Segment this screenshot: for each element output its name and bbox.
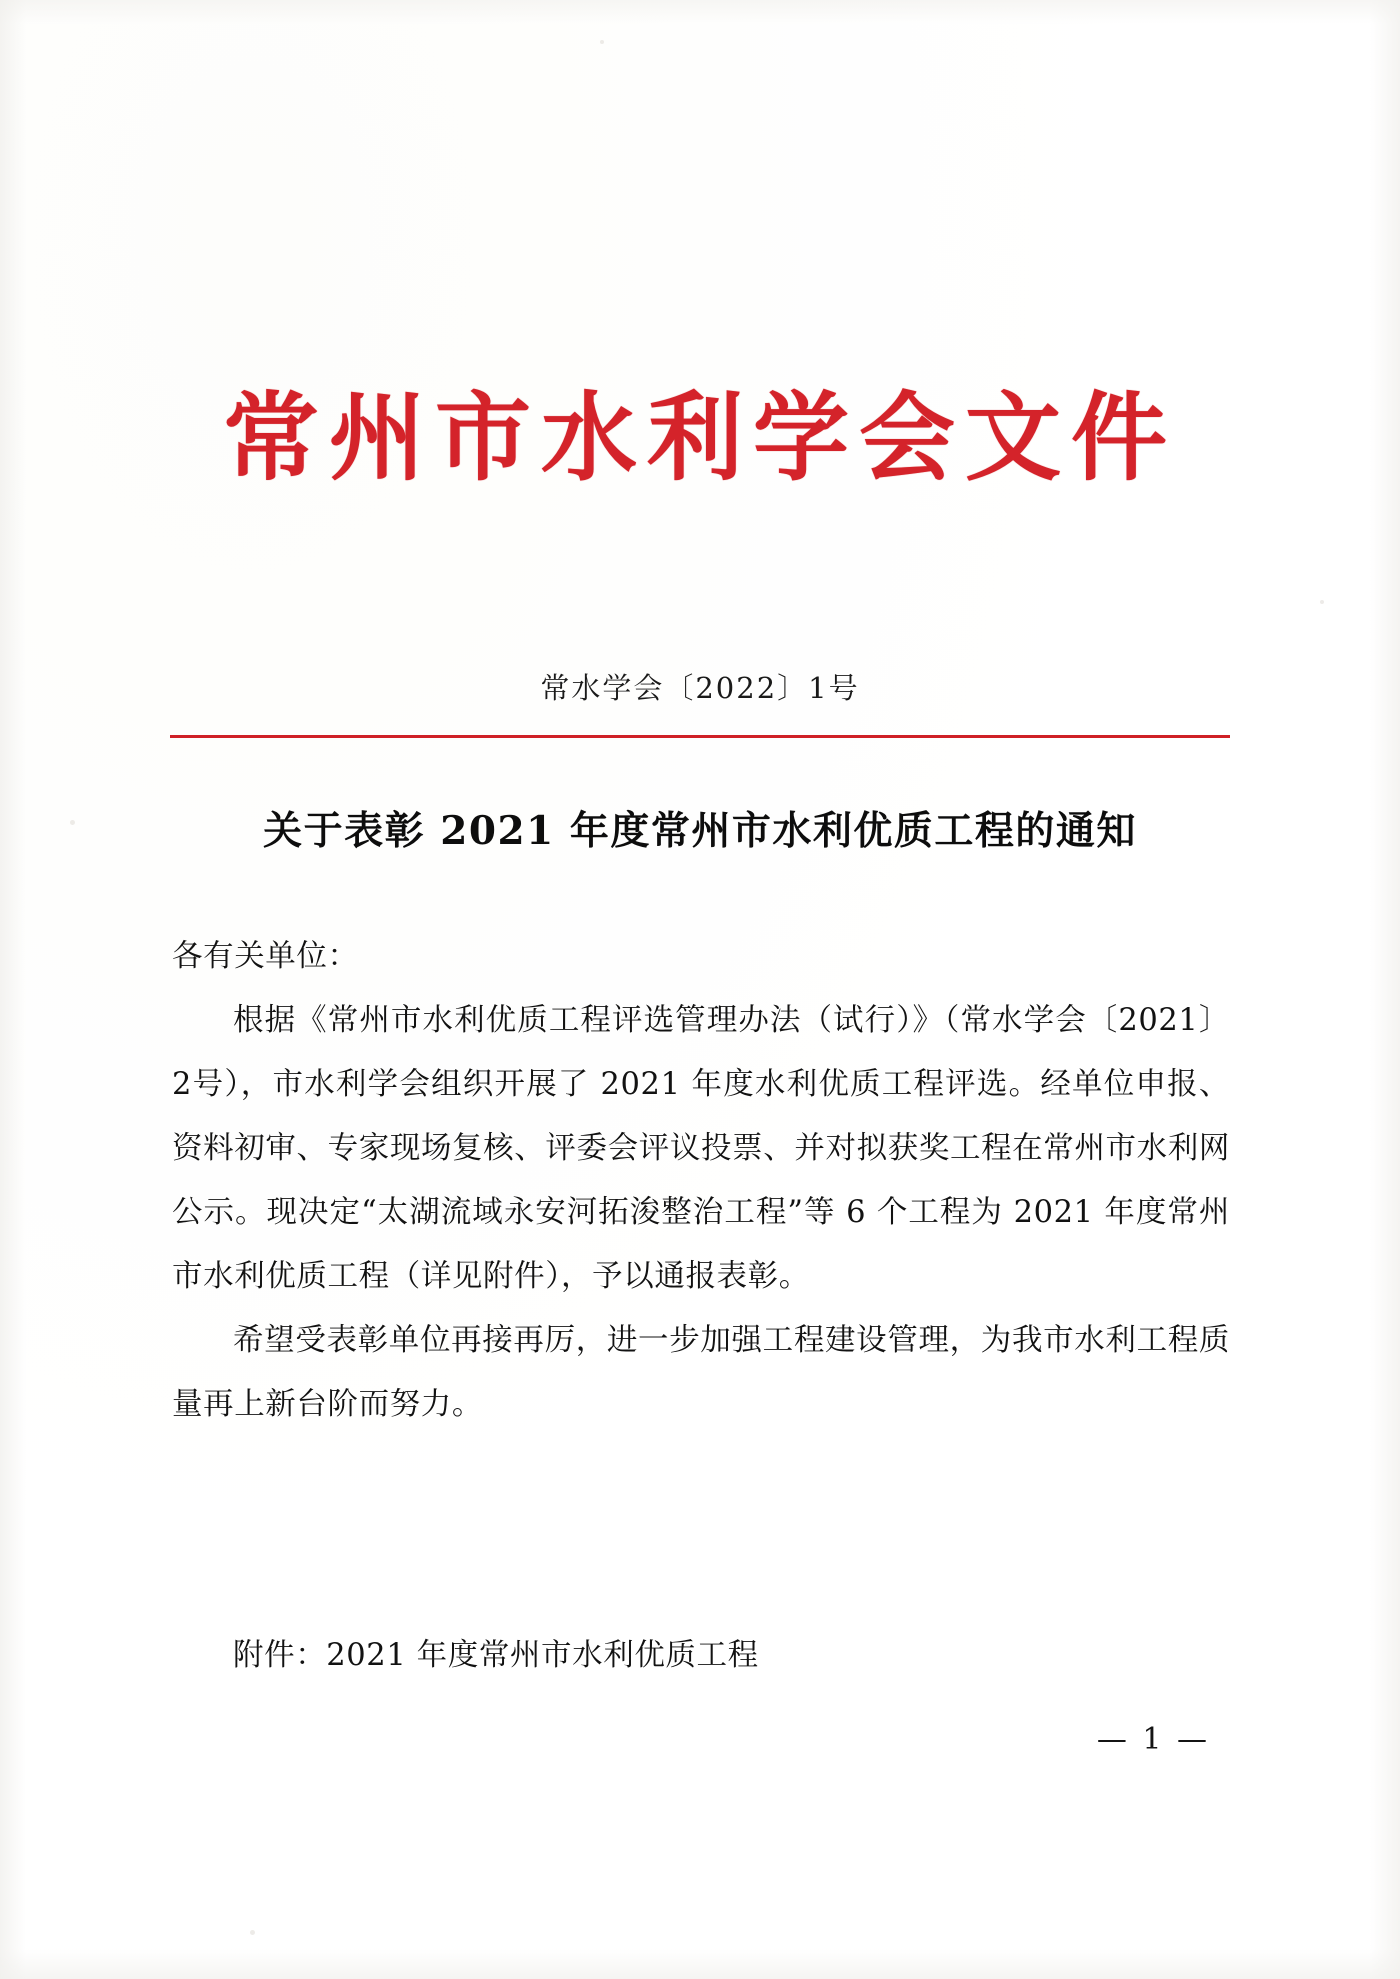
red-divider-rule xyxy=(170,735,1230,738)
scan-speck xyxy=(1320,600,1324,604)
document-body xyxy=(172,925,1230,1437)
document-masthead: 常州市水利学会文件 xyxy=(223,381,1177,494)
scan-speck xyxy=(70,820,75,825)
document-content xyxy=(170,0,1230,1979)
page-title: 关于表彰 2021 年度常州市水利优质工程的通知 xyxy=(263,808,1137,854)
scan-edge-right xyxy=(1370,0,1400,1979)
body-paragraph-1: 根据《常州市水利优质工程评选管理办法（试行）》（常水学会〔2021〕2号），市水利学会组织开展了 2021 年度水利优质工程评选。经单位申报、资料初审、专家现场复核、评委会评议投票、并对拟获奖工程在常州市水利网公示。现决定“太湖流域永安河拓浚整治工程”等 6 个工程为 2021 年度常州市水利优质工程（详见附件），予以通报表彰。 xyxy=(172,1003,1230,1294)
scan-edge-left xyxy=(0,0,26,1979)
attachment-note: 附件：2021 年度常州市水利优质工程 xyxy=(233,1638,759,1673)
salutation: 各有关单位： xyxy=(172,939,359,974)
page-number: — 1 — xyxy=(1096,1722,1210,1757)
body-paragraph-2: 希望受表彰单位再接再厉，进一步加强工程建设管理，为我市水利工程质量再上新台阶而努力。 xyxy=(172,1323,1230,1422)
document-number: 常水学会〔2022〕1号 xyxy=(540,671,860,705)
